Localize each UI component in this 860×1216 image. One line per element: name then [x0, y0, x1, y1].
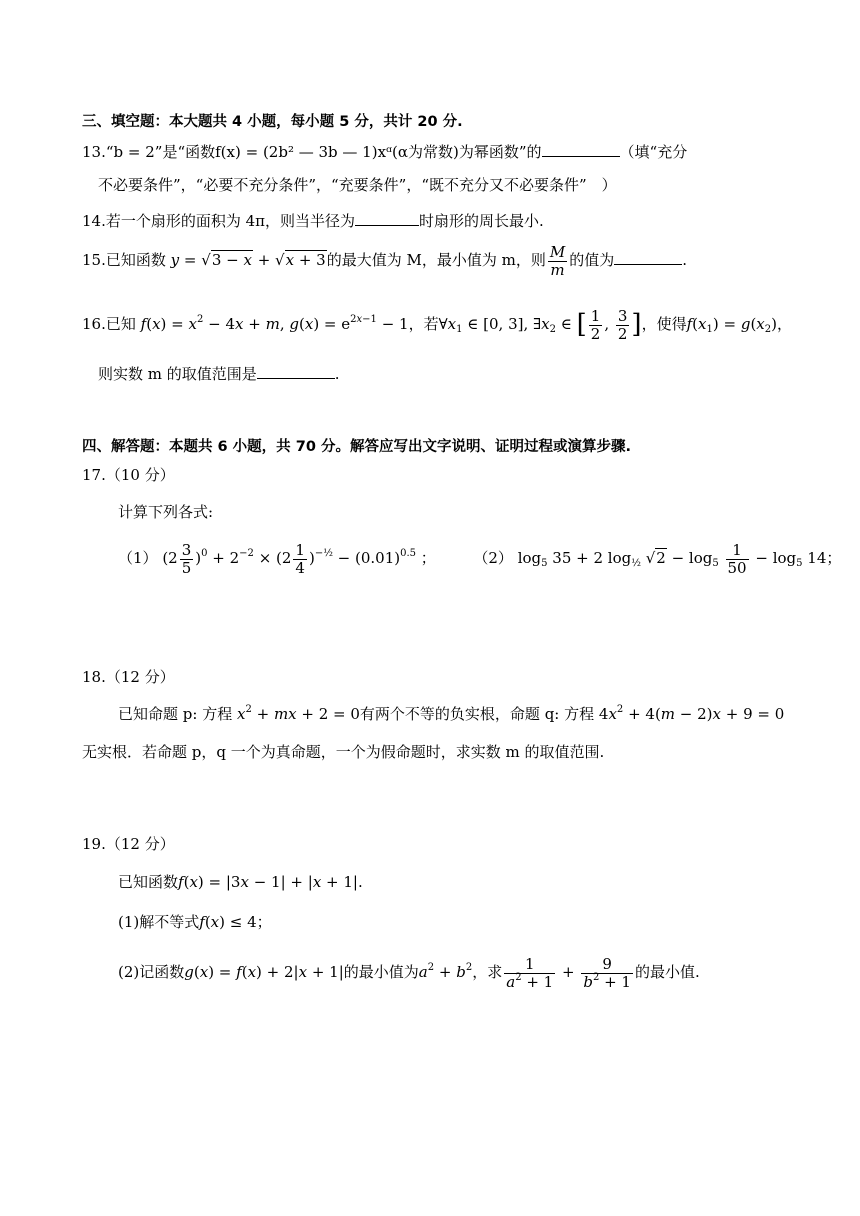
q16-answer-blank[interactable]: [257, 364, 335, 379]
section-3-heading: 三、填空题：本大题共 4 小题，每小题 5 分，共计 20 分.: [82, 114, 463, 130]
q15-text-a: 已知函数: [105, 251, 166, 269]
q16-text-c: ，使得: [641, 315, 687, 333]
q13-number: 13.: [82, 143, 106, 161]
q13-answer-blank[interactable]: [542, 142, 620, 157]
q14-number: 14.: [82, 212, 106, 230]
q19-part-2-ask: ，求: [472, 963, 503, 981]
question-19-header: 19.（12 分）: [82, 835, 175, 853]
q13-func-expr: f(x) = (2b² — 3b — 1)xᵅ: [215, 143, 393, 161]
q17-part-1-label: （1）: [118, 549, 158, 567]
q19-part-2-mid: 的最小值为: [343, 963, 419, 981]
q16-equality-formula: $f(x_1) = g(x_2)$: [686, 315, 777, 335]
q18-equation-p: $x^2$ + mx + 2 = 0: [236, 704, 360, 723]
question-19-part-2: [118, 956, 700, 990]
q13-func-note: (α为常数): [392, 143, 459, 161]
question-15: 15.已知函数 y = √3 − x + √x + 3的最大值为 M，最小值为 m，则 $\frac{M}{m}$ 的值为 .: [82, 243, 688, 279]
q19-part-2-end: 的最小值.: [634, 963, 700, 981]
question-19-intro: [118, 873, 363, 891]
question-19-part-1: [118, 913, 272, 931]
question-18-line-2: 无实根．若命题 p，q 一个为真命题，一个为假命题时，求实数 m 的取值范围.: [82, 743, 605, 761]
q16-line-2-text: 则实数 m 的取值范围是: [98, 365, 257, 383]
q13-suffix: 为幂函数”的: [458, 143, 542, 161]
q19-g-function-formula: g(x) = f(x) + 2|x + 1|: [184, 963, 344, 981]
question-17-expressions: [118, 542, 841, 576]
q15-number: 15.: [82, 251, 106, 269]
q15-text-b: 的最大值为 M，最小值为 m，则: [326, 251, 546, 269]
question-17-header: 17.（10 分）: [82, 466, 175, 484]
q15-answer-blank[interactable]: [614, 250, 682, 265]
q15-text-c: 的值为: [569, 251, 615, 269]
question-16-line-2: 则实数 m 的取值范围是 .: [98, 365, 340, 383]
q19-min-value-formula: $a^2 + b^2$: [418, 962, 473, 981]
q19-target-expression: $\frac{1}{a^2 + 1}$ + $\frac{9}{b^2 + 1}$: [506, 955, 631, 991]
q16-number: 16.: [82, 315, 106, 333]
q13-hint-open: （填“充分: [619, 143, 688, 161]
q17-part-2-formula: $\log_5 35 + 2$ $\log_{\frac{1}{2}} √2 - \log_5$ $\frac{1}{50}$ − $\log_5 14$；: [517, 541, 842, 577]
q19-intro-text: 已知函数: [118, 873, 179, 891]
q16-functions-formula: $f(x) = x^2 - 4x + m$, $g(x) = e^{2x-1} - 1$: [140, 314, 409, 333]
q14-text-b: 时扇形的周长最小.: [419, 212, 544, 230]
q19-part-1-label: (1)解不等式: [118, 913, 200, 931]
question-13-line-2: 不必要条件”，“必要不充分条件”，“充要条件”，“既不充分又不必要条件” ）: [98, 176, 617, 194]
question-17-instruction: 计算下列各式:: [118, 503, 214, 521]
question-13-line-1: [82, 142, 687, 161]
q16-text-a: 已知: [105, 315, 136, 333]
question-18-line-1: [118, 705, 784, 723]
q14-text-a: 若一个扇形的面积为 4π，则当半径为: [105, 212, 356, 230]
q19-inequality-formula: f(x) ≤ 4；: [199, 913, 272, 931]
q16-quantifier-formula: $\forall x_1$ ∈ [0, 3], $\exists x_2$ ∈ [ $\frac{1}{2}$ , $\frac{3}{2}$ ]: [438, 307, 642, 343]
question-18-header: 18.（12 分）: [82, 668, 175, 686]
q18-text-a: 已知命题 p: 方程: [118, 705, 233, 723]
q17-part-2-label: （2）: [473, 549, 513, 567]
q13-prefix: “b = 2”是“函数: [105, 143, 216, 161]
q15-function-formula: y = √3 − x + √x + 3: [170, 251, 326, 269]
q19-function-formula: f(x) = |3x − 1| + |x + 1|.: [178, 873, 363, 891]
q16-text-b: ，若: [408, 315, 439, 333]
q17-part-1-formula: (2 $\frac{3}{5}$ )$^0 + 2^{-2} \times (2$ $\frac{1}{4}$ )$^{-\frac{1}{2}} - (0.01)^{0.5}$ ；: [162, 541, 436, 577]
q19-part-2-label: (2)记函数: [118, 963, 185, 981]
q15-fraction-m-over-m: $\frac{M}{m}$: [549, 243, 566, 279]
section-4-heading: 四、解答题：本题共 6 小题，共 70 分。解答应写出文字说明、证明过程或演算步骤.: [82, 439, 631, 455]
question-14: [82, 211, 544, 230]
q14-answer-blank[interactable]: [355, 211, 419, 226]
q18-text-b: 有两个不等的负实根，命题 q: 方程: [359, 705, 595, 723]
question-16-line-1: 16.已知 $f(x) = x^2 - 4x + m$, $g(x) = e^{2x-1} - 1$，若$\forall x_1$ ∈ [0, 3], $\exists x_2$ ∈ [ $\frac{1}{2}$ , $\frac{3}{2}$ ]，使得$f(x_1) = g(x_2)$，: [82, 307, 793, 343]
q18-equation-q: $4x^2 + 4(m - 2)x + 9 = 0$: [598, 704, 785, 723]
